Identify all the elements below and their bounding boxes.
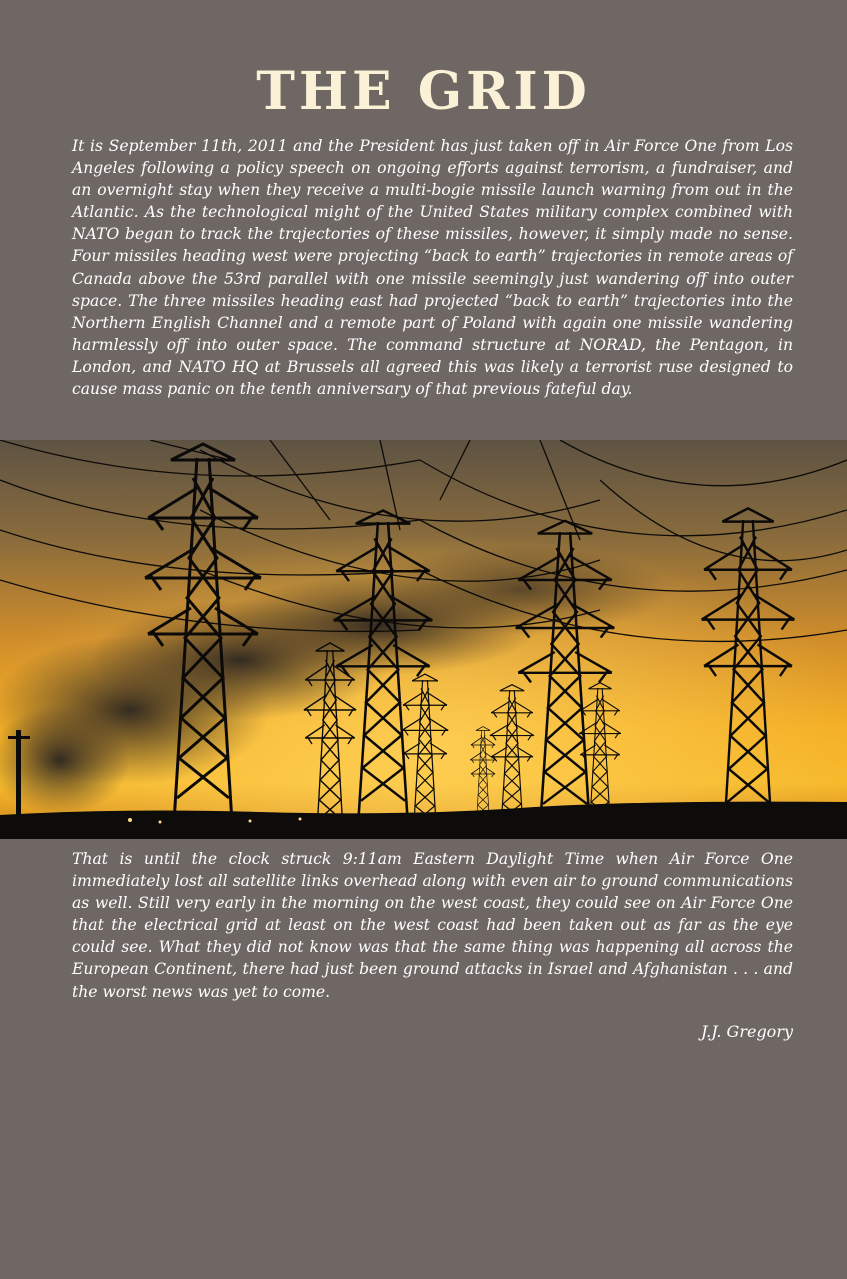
synopsis-paragraph-1: It is September 11th, 2011 and the President has just taken off in Air Force One from Los Angeles following a policy speech on ongoing efforts against terrorism, a fundraiser, and an overnight stay when they receive a multi-bogie missile launch warning from out in the Atlantic. As the technological might of the United States military complex combined with NATO began to track the trajectories of these missiles, however, it simply made no sense. Four missiles heading west were projecting “back to earth” trajectories in remote areas of Canada above the 53rd parallel with one missile seemingly just wandering off into outer space. The three missiles heading east had projected “back to earth” trajectories into the Northern English Channel and a remote part of Poland with again one missile wandering harmlessly off into outer space. The command structure at NORAD, the Pentagon, in London, and NATO HQ at Brussels all agreed this was likely a terrorist ruse designed to cause mass panic on the tenth anniversary of that previous fateful day. xyxy=(72,137,793,399)
book-title: THE GRID xyxy=(256,61,591,122)
synopsis-paragraph-2: That is until the clock struck 9:11am Eastern Daylight Time when Air Force One immediately lost all satellite links overhead along with even air to ground communications as well. Still very early in the morning on the west coast, they could see on Air Force One that the electrical grid at least on the west coast had been taken out as far as the eye could see. What they did not know was that the same thing was happening all across the European Continent, there had just been ground attacks in Israel and Afghanistan . . . and the worst news was yet to come. xyxy=(72,850,793,1001)
power-lines-sunset-photo xyxy=(0,440,847,839)
author-signature: J.J. Gregory xyxy=(700,1022,793,1041)
